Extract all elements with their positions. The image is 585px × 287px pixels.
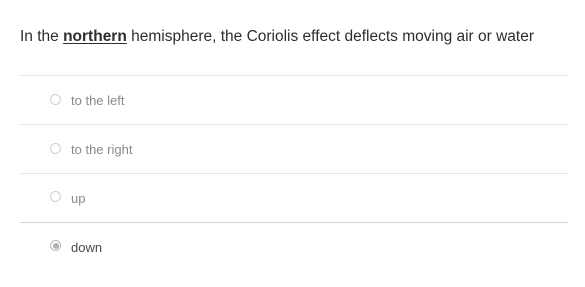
- radio-button[interactable]: [50, 94, 61, 105]
- option-label: to the left: [71, 92, 125, 108]
- question-text: [20, 28, 534, 46]
- option-label: up: [71, 190, 86, 206]
- answer-option-right[interactable]: [20, 125, 568, 173]
- option-label: down: [71, 239, 103, 255]
- question-suffix: hemisphere, the Coriolis effect deflects moving air or water: [126, 28, 535, 45]
- radio-button[interactable]: [50, 143, 61, 154]
- radio-button[interactable]: [50, 191, 61, 202]
- answer-option-up[interactable]: [20, 174, 568, 222]
- radio-button-selected[interactable]: [50, 240, 61, 251]
- answer-option-down[interactable]: [20, 223, 568, 271]
- question-prefix: In the: [20, 28, 64, 45]
- question-emphasis: northern: [63, 28, 127, 45]
- option-label: to the right: [71, 141, 133, 157]
- answer-option-left[interactable]: [20, 76, 568, 124]
